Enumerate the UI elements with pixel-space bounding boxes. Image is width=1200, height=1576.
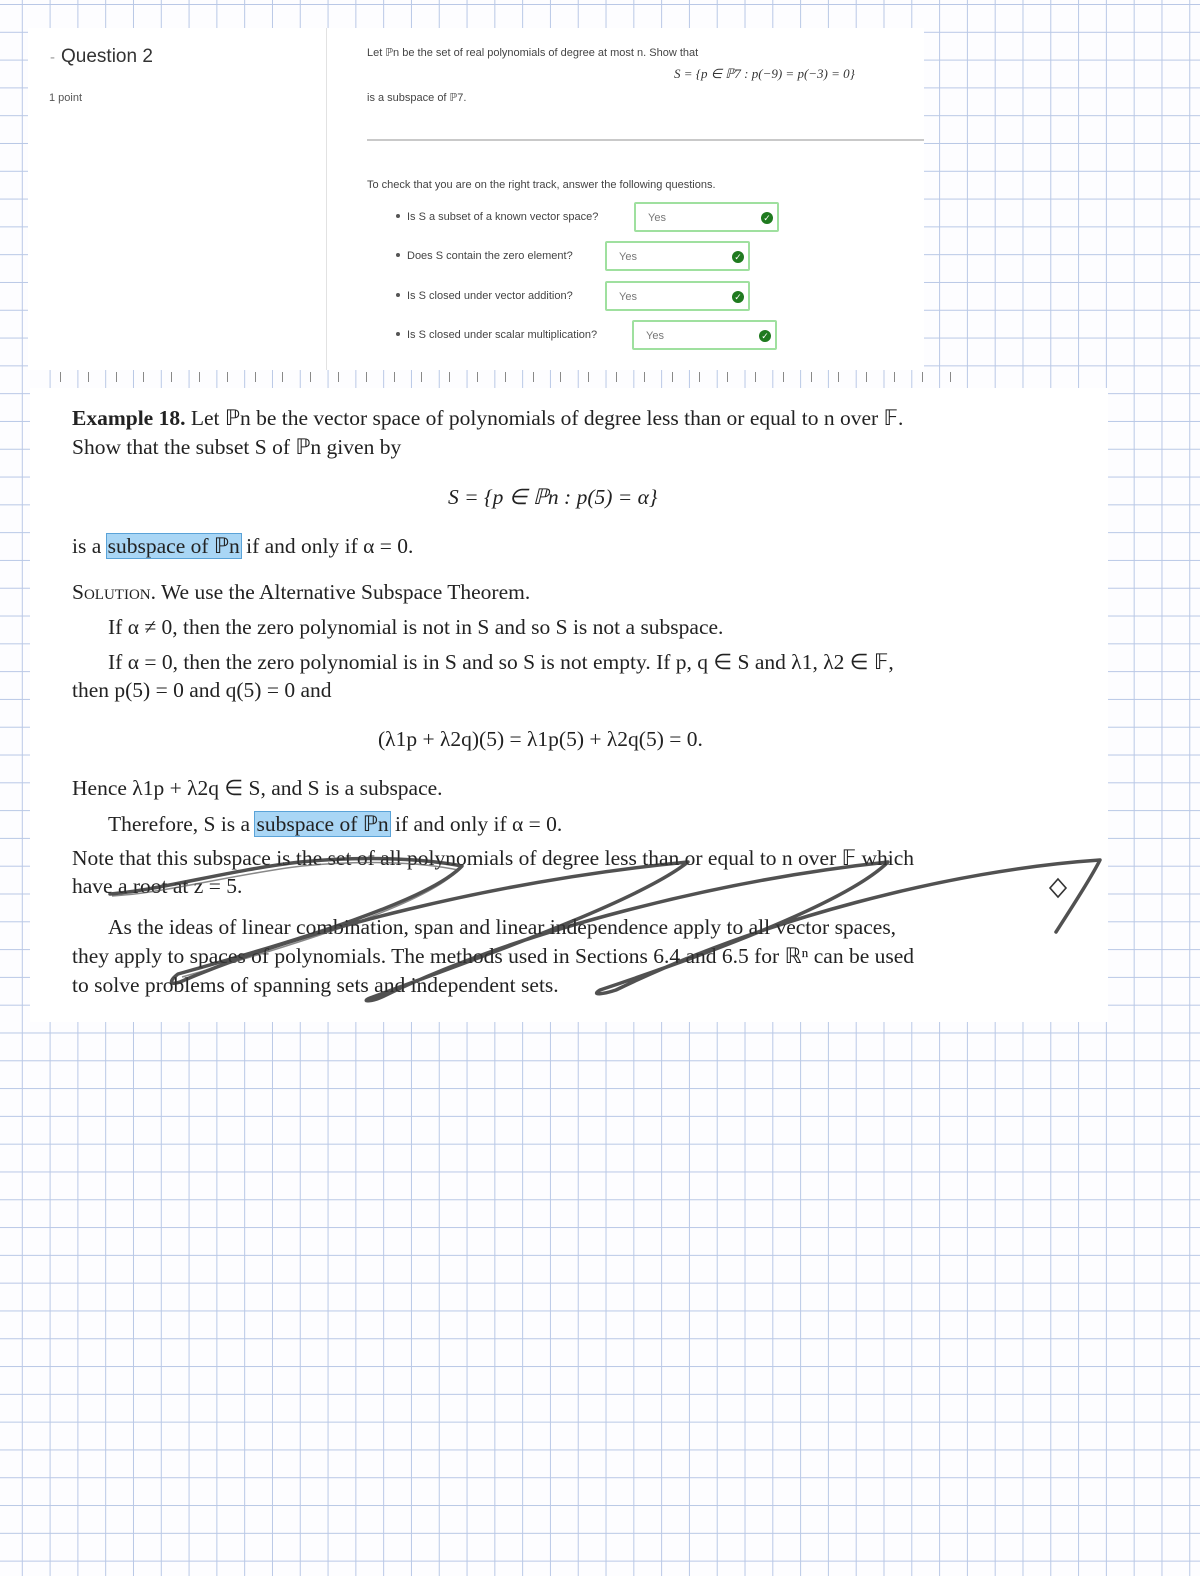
answer-field-scalar[interactable] [632, 320, 777, 350]
tick-mark [366, 372, 367, 382]
example-text: Let ℙn be the vector space of polynomials of degree less than or equal to n over 𝔽. [190, 406, 904, 430]
tick-mark [533, 372, 534, 382]
quiz-column-divider [326, 28, 327, 370]
note-line-1: Note that this subspace is the set of all polynomials of degree less than or equal to n over 𝔽 which [72, 846, 915, 870]
check-item-text: Does S contain the zero element? [407, 250, 573, 262]
tick-mark [838, 372, 839, 382]
tick-mark [894, 372, 895, 382]
line3-pre: is a [72, 534, 102, 558]
check-intro: To check that you are on the right track, answer the following questions. [367, 179, 716, 191]
tick-mark [950, 372, 951, 382]
check-item-text: Is S a subset of a known vector space? [407, 211, 599, 223]
solution-line [72, 580, 530, 605]
check-item-zero [396, 250, 573, 262]
tick-mark [449, 372, 450, 382]
check-item-text: Is S closed under vector addition? [407, 290, 573, 302]
tick-mark [116, 372, 117, 382]
line3-post: if and only if α = 0. [246, 534, 414, 558]
case-2-cont: then p(5) = 0 and q(5) = 0 and [72, 678, 332, 702]
example-label: Example 18. [72, 406, 186, 430]
answer-value: Yes [646, 330, 664, 342]
question-set-definition: S = {p ∈ ℙ7 : p(−9) = p(−3) = 0} [674, 66, 855, 81]
highlighted-subspace-text[interactable]: subspace of ℙn [256, 812, 389, 836]
check-item-scalar [396, 329, 597, 341]
tick-mark [227, 372, 228, 382]
answer-field-subset[interactable] [634, 202, 779, 232]
tick-mark [811, 372, 812, 382]
tick-mark [866, 372, 867, 382]
answer-value: Yes [619, 251, 637, 263]
answer-field-addition[interactable] [605, 281, 750, 311]
check-item-addition [396, 290, 573, 302]
solution-label: Solution. [72, 580, 156, 604]
check-item-text: Is S closed under scalar multiplication? [407, 329, 598, 341]
set-equation: S = {p ∈ ℙn : p(5) = α} [448, 485, 658, 509]
tick-mark [143, 372, 144, 382]
tick-mark [616, 372, 617, 382]
case-2: If α = 0, then the zero polynomial is in S and so S is not empty. If p, q ∈ S and λ1, λ2 ∈ 𝔽, [108, 650, 894, 674]
paragraph-line-3: to solve problems of spanning sets and independent sets. [72, 973, 559, 997]
case-1: If α ≠ 0, then the zero polynomial is not in S and so S is not a subspace. [108, 615, 724, 639]
tick-mark [783, 372, 784, 382]
tick-mark [199, 372, 200, 382]
answer-field-zero[interactable] [605, 241, 750, 271]
tick-mark [338, 372, 339, 382]
bullet [396, 293, 400, 297]
bullet [396, 332, 400, 336]
check-circle-icon: ✓ [759, 330, 771, 342]
tick-mark [922, 372, 923, 382]
tick-mark [672, 372, 673, 382]
tick-mark [282, 372, 283, 382]
tick-mark [88, 372, 89, 382]
check-circle-icon: ✓ [761, 212, 773, 224]
tick-mark [727, 372, 728, 382]
tick-mark [421, 372, 422, 382]
crop-tick-marks [30, 372, 926, 384]
bullet [396, 214, 400, 218]
therefore-line [108, 812, 562, 837]
highlighted-subspace-text[interactable]: subspace of ℙn [107, 534, 240, 558]
tick-mark [588, 372, 589, 382]
linearity-equation: (λ1p + λ2q)(5) = λ1p(5) + λ2q(5) = 0. [378, 727, 703, 751]
paragraph-line-2: they apply to spaces of polynomials. The methods used in Sections 6.4 and 6.5 for ℝⁿ can be used [72, 944, 915, 968]
tick-mark [477, 372, 478, 382]
bullet [396, 253, 400, 257]
question-statement: Let ℙn be the set of real polynomials of degree at most n. Show that [367, 47, 699, 59]
tick-mark [560, 372, 561, 382]
textbook-excerpt [30, 388, 1108, 1022]
question-points: 1 point [49, 92, 83, 104]
quiz-panel [28, 28, 924, 370]
check-circle-icon: ✓ [732, 291, 744, 303]
hence-line: Hence λ1p + λ2q ∈ S, and S is a subspace. [72, 776, 443, 800]
note-line-2: have a root at z = 5. [72, 874, 243, 898]
question-divider [367, 139, 924, 141]
solution-text: We use the Alternative Subspace Theorem. [160, 580, 531, 604]
tick-mark [755, 372, 756, 382]
tick-mark [310, 372, 311, 382]
tick-mark [505, 372, 506, 382]
therefore-post: if and only if α = 0. [394, 812, 563, 836]
example-line-3 [72, 534, 413, 559]
answer-value: Yes [648, 212, 666, 224]
example-line-1 [72, 406, 903, 431]
tick-mark [644, 372, 645, 382]
collapse-dash[interactable]: - [50, 49, 55, 66]
check-circle-icon: ✓ [732, 251, 744, 263]
check-item-subset [396, 211, 598, 223]
question-title-text: Question 2 [61, 46, 153, 67]
therefore-pre: Therefore, S is a [108, 812, 251, 836]
tick-mark [60, 372, 61, 382]
example-line-2: Show that the subset S of ℙn given by [72, 435, 402, 459]
tick-mark [171, 372, 172, 382]
tick-mark [394, 372, 395, 382]
question-title [50, 46, 153, 68]
answer-value: Yes [619, 291, 637, 303]
tick-mark [699, 372, 700, 382]
question-subspace-line: is a subspace of ℙ7. [367, 92, 467, 104]
paragraph-line-1: As the ideas of linear combination, span and linear independence apply to all vector spaces, [108, 915, 897, 939]
tick-mark [255, 372, 256, 382]
